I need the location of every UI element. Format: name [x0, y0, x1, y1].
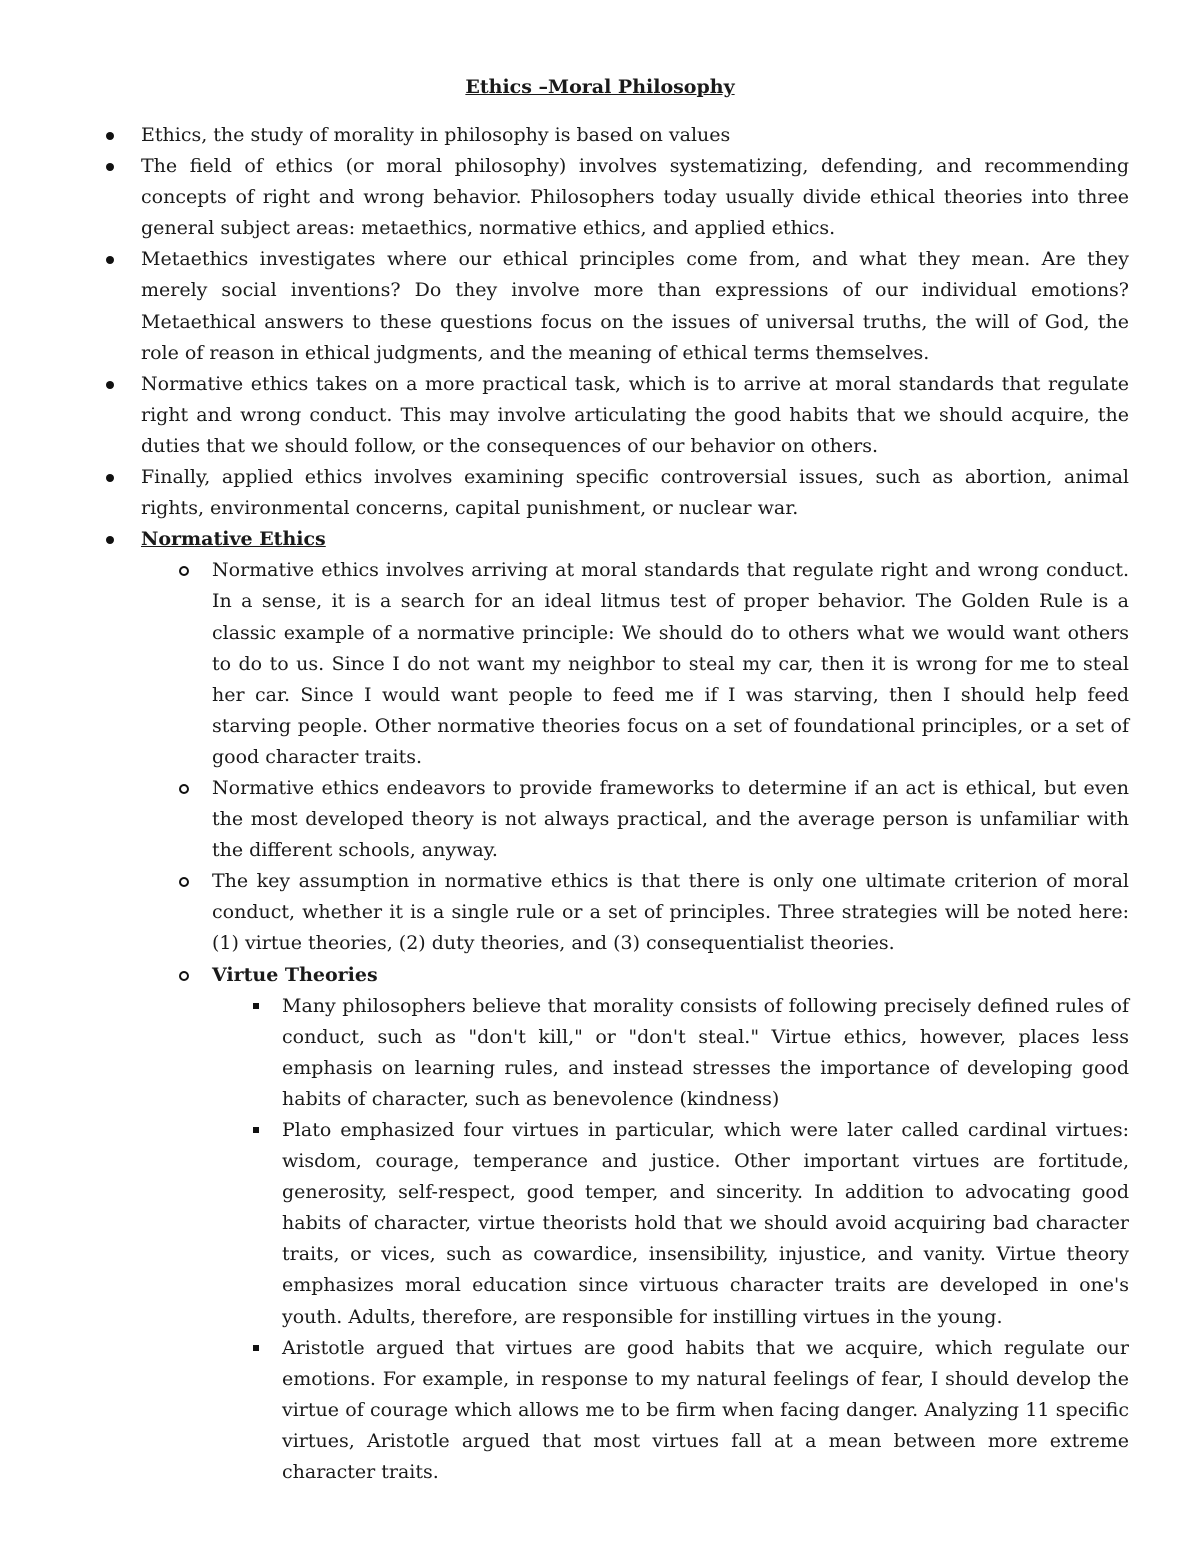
square-bullet-icon	[253, 1345, 259, 1351]
main-bullet-list	[141, 120, 1129, 1488]
normative-ethics-section	[141, 524, 1129, 1488]
list-item	[141, 369, 1129, 462]
list-item	[212, 773, 1129, 866]
list-item	[212, 555, 1129, 773]
virtue-theories-section	[212, 960, 1129, 1489]
list-item-text: Metaethics investigates where our ethical principles come from, and what they mean. Are they merely social inventions? Do they involve more than expressions of our individual emotions? Metaethical answers to these questions focus on the issues of universal truths, the will of God, the role of reason in ethical judgments, and the meaning of ethical terms themselves.	[141, 248, 1129, 364]
document-title: Ethics –Moral Philosophy	[465, 76, 735, 98]
list-item	[212, 866, 1129, 959]
filled-circle-bullet-icon	[106, 474, 114, 482]
filled-circle-bullet-icon	[106, 163, 114, 171]
filled-circle-bullet-icon	[106, 256, 114, 264]
list-item	[141, 244, 1129, 368]
list-item	[141, 120, 1129, 151]
list-item-text: Many philosophers believe that morality consists of following precisely defined rules of conduct, such as "don't kill," or "don't steal." Virtue ethics, however, places less emphasis on learning rules, and instead stresses the importance of developing good habits of character, such as benevolence (kindness)	[282, 994, 1129, 1110]
list-item-text: The field of ethics (or moral philosophy) involves systematizing, defending, and recommending concepts of right and wrong behavior. Philosophers today usually divide ethical theories into three general subject areas: metaethics, normative ethics, and applied ethics.	[141, 155, 1129, 240]
list-item	[141, 462, 1129, 524]
hollow-circle-bullet-icon	[179, 877, 189, 887]
list-item-text: Normative ethics endeavors to provide frameworks to determine if an act is ethical, but even the most developed theory is not always practical, and the average person is unfamiliar with the different schools, anyway.	[212, 776, 1129, 862]
list-item-text: Normative ethics takes on a more practical task, which is to arrive at moral standards that regulate right and wrong conduct. This may involve articulating the good habits that we should acquire, the duties that we should follow, or the consequences of our behavior on others.	[141, 372, 1129, 457]
filled-circle-bullet-icon	[106, 536, 114, 544]
list-item-text: The key assumption in normative ethics is that there is only one ultimate criterion of moral conduct, whether it is a single rule or a set of principles. Three strategies will be noted here: (1) virtue theories, (2) duty theories, and (3) consequentialist theories.	[212, 870, 1129, 955]
list-item	[141, 151, 1129, 244]
list-item-text: Aristotle argued that virtues are good habits that we acquire, which regulate our emotions. For example, in response to my natural feelings of fear, I should develop the virtue of courage which allows me to be firm when facing danger. Analyzing 11 specific virtues, Aristotle argued that most virtues fall at a mean between more extreme character traits.	[282, 1336, 1129, 1484]
hollow-circle-bullet-icon	[179, 784, 189, 794]
virtue-theories-list	[282, 991, 1129, 1489]
filled-circle-bullet-icon	[106, 381, 114, 389]
hollow-circle-bullet-icon	[179, 566, 189, 576]
list-item	[282, 1115, 1129, 1333]
normative-ethics-list	[212, 555, 1129, 1488]
list-item	[282, 1333, 1129, 1488]
list-item	[282, 991, 1129, 1115]
list-item-text: Normative ethics involves arriving at moral standards that regulate right and wrong conduct. In a sense, it is a search for an ideal litmus test of proper behavior. The Golden Rule is a classic example of a normative principle: We should do to others what we would want others to do to us. Since I do not want my neighbor to steal my car, then it is wrong for me to steal her car. Since I would want people to feed me if I was starving, then I should help feed starving people. Other normative theories focus on a set of foundational principles, or a set of good character traits.	[212, 559, 1129, 768]
list-item-text: Plato emphasized four virtues in particular, which were later called cardinal virtues: wisdom, courage, temperance and justice. Other important virtues are fortitude, generosity, self-respect, good temper, and sincerity. In addition to advocating good habits of character, virtue theorists hold that we should avoid acquiring bad character traits, or vices, such as cowardice, insensibility, injustice, and vanity. Virtue theory emphasizes moral education since virtuous character traits are developed in one's youth. Adults, therefore, are responsible for instilling virtues in the young.	[282, 1119, 1129, 1328]
virtue-theories-heading: Virtue Theories	[212, 963, 378, 986]
list-item-text: Finally, applied ethics involves examining specific controversial issues, such as abortion, animal rights, environmental concerns, capital punishment, or nuclear war.	[141, 466, 1129, 520]
square-bullet-icon	[253, 1127, 259, 1133]
hollow-circle-bullet-icon	[179, 971, 189, 981]
filled-circle-bullet-icon	[106, 132, 114, 140]
square-bullet-icon	[253, 1003, 259, 1009]
normative-ethics-heading: Normative Ethics	[141, 528, 326, 551]
list-item-text: Ethics, the study of morality in philosophy is based on values	[141, 124, 731, 146]
